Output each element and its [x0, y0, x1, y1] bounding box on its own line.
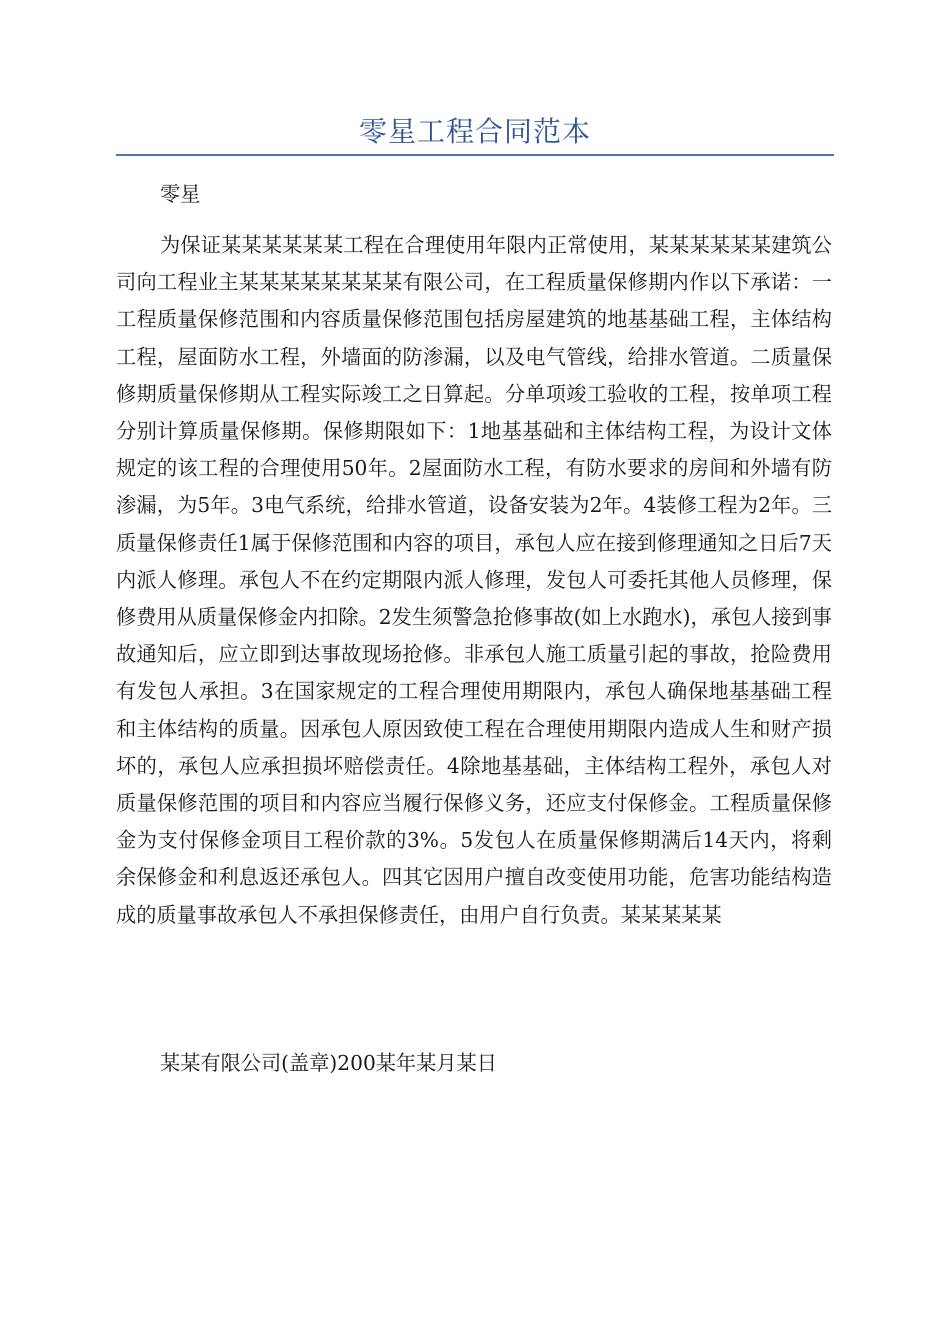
signature-line: 某某有限公司(盖章)200某年某月某日	[160, 1051, 497, 1075]
title-underline	[116, 154, 834, 156]
contract-body-paragraph: 为保证某某某某某某工程在合理使用年限内正常使用，某某某某某某建筑公司向工程业主某某某某某某某某有限公司，在工程质量保修期内作以下承诺：一工程质量保修范围和内容质量保修范围包括房屋建筑的地基基础工程，主体结构工程，屋面防水工程，外墙面的防渗漏，以及电气管线，给排水管道。二质量保修期质量保修期从工程实际竣工之日算起。分单项竣工验收的工程，按单项工程分别计算质量保修期。保修期限如下：1地基基础和主体结构工程，为设计文体规定的该工程的合理使用50年。2屋面防水工程，有防水要求的房间和外墙有防渗漏，为5年。3电气系统，给排水管道，设备安装为2年。4装修工程为2年。三质量保修责任1属于保修范围和内容的项目，承包人应在接到修理通知之日后7天内派人修理。承包人不在约定期限内派人修理，发包人可委托其他人员修理，保修费用从质量保修金内扣除。2发生须警急抢修事故(如上水跑水)，承包人接到事故通知后，应立即到达事故现场抢修。非承包人施工质量引起的事故，抢险费用有发包人承担。3在国家规定的工程合理使用期限内，承包人确保地基基础工程和主体结构的质量。因承包人原因致使工程在合理使用期限内造成人生和财产损坏的，承包人应承担损坏赔偿责任。4除地基基础，主体结构工程外，承包人对质量保修范围的项目和内容应当履行保修义务，还应支付保修金。工程质量保修金为支付保修金项目工程价款的3%。5发包人在质量保修期满后14天内，将剩余保修金和利息返还承包人。四其它因用户擅自改变使用功能，危害功能结构造成的质量事故承包人不承担保修责任，由用户自行负责。某某某某某	[116, 233, 832, 927]
document-title: 零星工程合同范本	[358, 115, 591, 148]
section-heading: 零星	[160, 182, 201, 206]
